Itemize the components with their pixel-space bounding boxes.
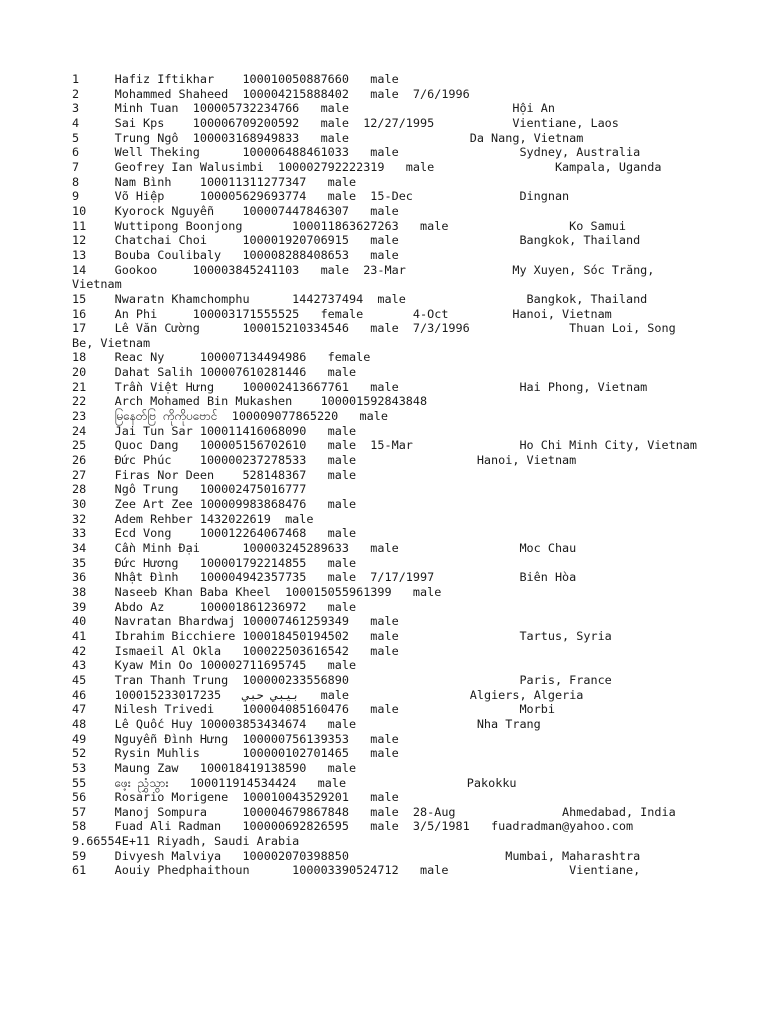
document-line: 38 Naseeb Khan Baba Kheel 100015055961399 male <box>72 584 442 599</box>
document-line: 11 Wuttipong Boonjong 100011863627263 male Ko Samui <box>72 218 626 233</box>
document-line: 40 Navratan Bhardwaj 100007461259349 male <box>72 614 399 629</box>
document-line: 34 Cần Minh Đại 100003245289633 male Moc Chau <box>72 541 577 555</box>
document-line: 21 Trần Việt Hưng 100002413667761 male Hai Phong, Vietnam <box>72 379 648 394</box>
document-line: 24 Jai Tun Sar 100011416068090 male <box>72 423 357 438</box>
document-line: 53 Maung Zaw 100018419138590 male <box>72 760 357 775</box>
document-line: 30 Zee Art Zee 100009983868476 male <box>72 497 357 512</box>
document-line: 48 Lê Quốc Huy 100003853434674 male Nha Trang <box>72 716 541 731</box>
document-line: 42 Ismaeil Al Okla 100022503616542 male <box>72 643 399 658</box>
document-line: 33 Ecd Vong 100012264067468 male <box>72 526 357 541</box>
document-line: 16 An Phi 100003171555525 female 4-Oct Hanoi, Vietnam <box>72 306 612 321</box>
document-line: 8 Nam Bình 100011311277347 male <box>72 174 357 189</box>
document-line: 3 Minh Tuan 100005732234766 male Hội An <box>72 101 555 116</box>
document-line: 47 Nilesh Trivedi 100004085160476 male Morbi <box>72 702 555 717</box>
document-line: 28 Ngô Trung 100002475016777 <box>72 482 307 497</box>
document-line: 46 بيبي حبي 100015233017235 male Algiers, Algeria <box>72 687 584 702</box>
document-line: 17 Lê Văn Cường 100015210334546 male 7/3/1996 Thuan Loi, Song Be, Vietnam <box>72 321 683 350</box>
document-line: 14 Gookoo 100003845241103 male 23-Mar My Xuyen, Sóc Trăng, Vietnam <box>72 262 662 292</box>
document-line: 4 Sai Kps 100006709200592 male 12/27/1995 Vientiane, Laos <box>72 115 619 130</box>
document-line: 25 Quoc Dang 100005156702610 male 15-Mar Ho Chi Minh City, Vietnam <box>72 438 698 453</box>
document-line: 13 Bouba Coulibaly 100008288408653 male <box>72 247 399 262</box>
document-line: 61 Aouiy Phedphaithoun 100003390524712 male Vientiane, <box>72 863 641 878</box>
document-line: 36 Nhật Đình 100004942357735 male 7/17/1997 Biên Hòa <box>72 570 577 585</box>
document-line: 55 ဖေ့း ညွှံသွား 100011914534424 male Pakokku <box>72 775 517 790</box>
document-line: 27 Firas Nor Deen 528148367 male <box>72 467 357 482</box>
document-line: 43 Kyaw Min Oo 100002711695745 male <box>72 658 357 673</box>
document-line: 52 Rysin Muhlis 100000102701465 male <box>72 746 399 761</box>
document-line: 32 Adem Rehber 1432022619 male <box>72 511 314 526</box>
document-line: 41 Ibrahim Bicchiere 100018450194502 male Tartus, Syria <box>72 628 612 643</box>
document-line: 49 Nguyễn Đình Hưng 100000756139353 male <box>72 731 399 746</box>
document-line: 26 Đức Phúc 100000237278533 male Hanoi, Vietnam <box>72 453 577 468</box>
document-line: 6 Well Theking 100006488461033 male Sydney, Australia <box>72 145 641 160</box>
document-text <box>72 72 702 878</box>
document-line: 12 Chatchai Choi 100001920706915 male Bangkok, Thailand <box>72 233 641 248</box>
document-line: 2 Mohammed Shaheed 100004215888402 male 7/6/1996 <box>72 86 470 101</box>
document-line: 5 Trung Ngô 100003168949833 male Da Nang, Vietnam <box>72 130 584 145</box>
document-line: 58 Fuad Ali Radman 100000692826595 male 3/5/1981 fuadradman@yahoo.com 9.66554E+11 Riyadh, Saudi Arabia <box>72 819 641 849</box>
document-line: 9 Võ Hiệp 100005629693774 male 15-Dec Dingnan <box>72 189 570 204</box>
document-line: 45 Tran Thanh Trung 100000233556890 Paris, France <box>72 672 612 687</box>
document-line: 18 Reac Ny 100007134494986 female <box>72 350 371 365</box>
document-line: 59 Divyesh Malviya 100002070398850 Mumbai, Maharashtra <box>72 848 641 863</box>
document-line: 20 Dahat Salih 100007610281446 male <box>72 365 357 380</box>
document-line: 1 Hafiz Iftikhar 100010050887660 male <box>72 72 399 86</box>
document-line: 23 မြနေတ်ဗြ ကိုကိုပဗောင် 100009077865220 male <box>72 409 388 424</box>
document-line: 22 Arch Mohamed Bin Mukashen 100001592843848 <box>72 394 428 409</box>
document-line: 39 Abdo Az 100001861236972 male <box>72 599 357 614</box>
document-line: 7 Geofrey Ian Walusimbi 100002792222319 male Kampala, Uganda <box>72 159 662 174</box>
document-line: 10 Kyorock Nguyễn 100007447846307 male <box>72 203 399 218</box>
document-line: 35 Đức Hương 100001792214855 male <box>72 555 357 570</box>
document-line: 15 Nwaratn Khamchomphu 1442737494 male Bangkok, Thailand <box>72 291 648 306</box>
document-line: 57 Manoj Sompura 100004679867848 male 28-Aug Ahmedabad, India <box>72 804 676 819</box>
document-line: 56 Rosario Morigene 100010043529201 male <box>72 790 399 805</box>
